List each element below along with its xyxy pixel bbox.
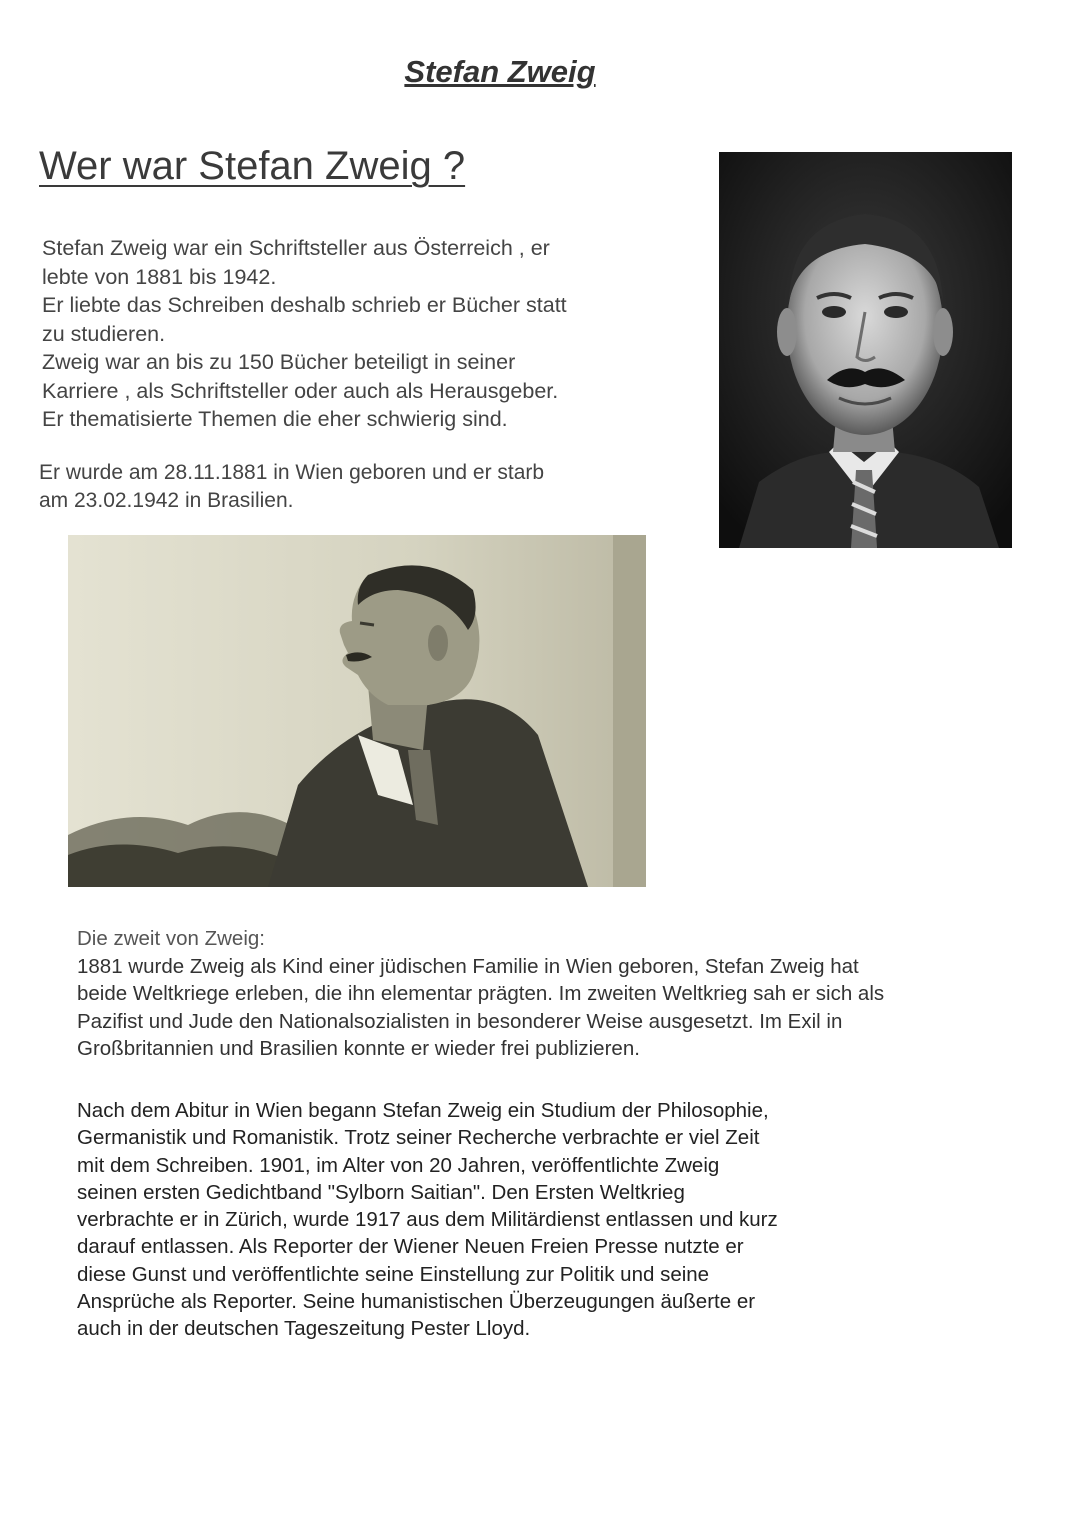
text-line: lebte von 1881 bis 1942. (42, 264, 277, 289)
life-section (77, 925, 1037, 1063)
text-line: Karriere , als Schriftsteller oder auch als Herausgeber. (42, 378, 559, 403)
text-line: Stefan Zweig war ein Schriftsteller aus Österreich , er (42, 236, 550, 260)
text-line: am 23.02.1942 in Brasilien. (39, 489, 294, 512)
portrait-illustration (719, 152, 1012, 548)
subheading: Die zweit von Zweig: (77, 927, 265, 950)
text-line: Er thematisierte Themen die eher schwierig sind. (42, 407, 508, 431)
text-line: Er wurde am 28.11.1881 in Wien geboren und er starb (39, 461, 545, 484)
birth-paragraph (39, 459, 679, 515)
text-line: diese Gunst und veröffentlichte seine Einstellung zur Politik und seine (77, 1262, 710, 1286)
section-heading: Wer war Stefan Zweig ? (39, 144, 466, 188)
page-title: Stefan Zweig (404, 54, 596, 89)
text-line: Er liebte das Schreiben deshalb schrieb er Bücher statt (42, 293, 567, 317)
text-line: mit dem Schreiben. 1901, im Alter von 20 Jahren, veröffentlichte Zweig (77, 1153, 720, 1177)
portrait-photo (719, 152, 1012, 548)
text-line: Germanistik und Romanistik. Trotz seiner Recherche verbrachte er viel Zeit (77, 1126, 760, 1150)
text-line: auch in der deutschen Tageszeitung Pester Lloyd. (77, 1317, 531, 1341)
text-line: Großbritannien und Brasilien konnte er wieder frei publizieren. (77, 1037, 640, 1060)
text-line: Pazifist und Jude den Nationalsozialisten in besonderer Weise ausgesetzt. Im Exil in (77, 1009, 843, 1033)
career-paragraph (77, 1097, 1037, 1343)
text-line: verbrachte er in Zürich, wurde 1917 aus dem Militärdienst entlassen und kurz (77, 1208, 778, 1232)
text-line: Ansprüche als Reporter. Seine humanistischen Überzeugungen äußerte er (77, 1290, 756, 1314)
profile-photo (68, 535, 646, 887)
intro-paragraph (42, 234, 682, 434)
text-line: Nach dem Abitur in Wien begann Stefan Zweig ein Studium der Philosophie, (77, 1099, 769, 1122)
text-line: seinen ersten Gedichtband "Sylborn Saitian". Den Ersten Weltkrieg (77, 1180, 685, 1204)
text-line: zu studieren. (42, 321, 166, 346)
text-line: 1881 wurde Zweig als Kind einer jüdischen Familie in Wien geboren, Stefan Zweig hat (77, 954, 859, 978)
text-line: beide Weltkriege erleben, die ihn elementar prägten. Im zweiten Weltkrieg sah er sich als (77, 982, 885, 1005)
profile-illustration (68, 535, 646, 887)
text-line: darauf entlassen. Als Reporter der Wiener Neuen Freien Presse nutzte er (77, 1235, 744, 1259)
text-line: Zweig war an bis zu 150 Bücher beteiligt in seiner (42, 350, 516, 374)
